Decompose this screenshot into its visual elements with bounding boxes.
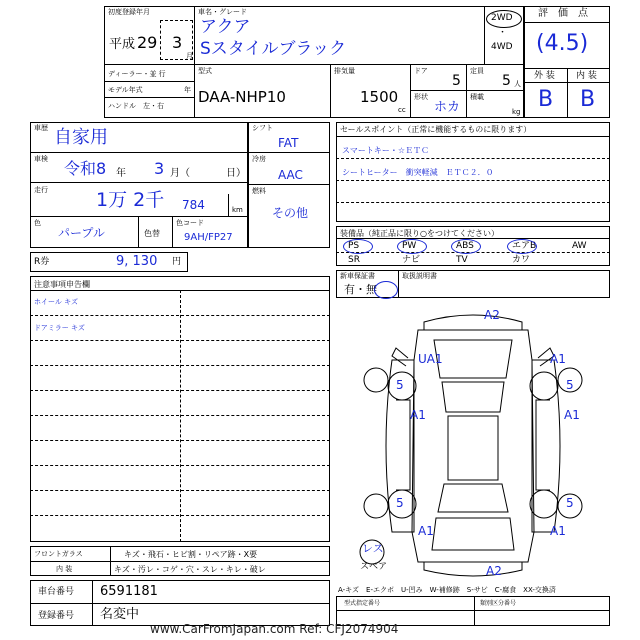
color-change-label: 色替: [144, 229, 160, 238]
damage-mark: 5: [566, 496, 574, 510]
recycle-label: R券: [34, 257, 50, 267]
door-label: ドア: [414, 67, 428, 75]
manual-label: 取扱説明書: [402, 272, 437, 280]
warranty-value: 有・無: [344, 283, 377, 296]
car-name: アクア: [200, 17, 251, 37]
damage-mark: A1: [418, 524, 434, 538]
car-name-label: 車名・グレード: [198, 8, 247, 16]
damage-mark: A1: [550, 352, 566, 366]
equip-item-ps: PS: [348, 241, 360, 251]
inspection-era: 令和8: [64, 159, 107, 178]
watermark: www.CarFromJapan.com Ref: CFJ2074904: [150, 622, 399, 636]
recycle-block: [30, 252, 188, 272]
windshield-note: レス: [362, 542, 384, 555]
displacement-label: 排気量: [334, 67, 355, 75]
exterior-grade: B: [538, 87, 554, 112]
recycle-unit: 円: [172, 257, 182, 267]
damage-mark: A1: [410, 408, 426, 422]
drive-dot: ・: [498, 28, 508, 38]
reg-label: 登録番号: [38, 611, 75, 621]
equip-item-pw: PW: [402, 241, 417, 251]
windshield-legend: キズ・飛石・ヒビ割・リペア跡・X要: [124, 550, 258, 559]
notes-line: [30, 315, 330, 316]
inspection-label: 車検: [34, 155, 48, 163]
load-label: 積載: [470, 93, 484, 101]
ac-value: AAC: [278, 168, 303, 182]
damage-mark: A1: [550, 524, 566, 538]
capacity-unit: 人: [514, 80, 521, 88]
dealer-label: ディーラー・並 行: [108, 70, 166, 78]
displacement-value: 1500: [360, 88, 399, 106]
first-reg-month: 3: [172, 33, 183, 52]
handle-label: ハンドル 左・右: [108, 102, 164, 110]
drive-4wd: 4WD: [491, 42, 513, 52]
first-reg-year: 29: [137, 33, 158, 52]
inspection-year-unit: 年: [116, 168, 126, 179]
mileage-unit: km: [232, 206, 243, 214]
equip-item-0: SR: [348, 255, 360, 265]
official-form-label: 型式指定番号: [344, 600, 381, 607]
warranty-circle: [374, 281, 398, 299]
damage-mark: 5: [396, 496, 404, 510]
reg-value: 名変中: [100, 607, 140, 622]
note-2: ドアミラー キズ: [34, 324, 85, 332]
color-value: パープル: [58, 226, 105, 240]
damage-mark: A2: [484, 308, 500, 322]
selling-point-2: シートヒーター 衝突軽減 ＥＴＣ２．０: [342, 168, 494, 177]
equipment-label: 装備品（純正品に限り○をつけてください）: [340, 229, 499, 238]
notes-line: [30, 490, 330, 491]
exterior-label: 外 装: [534, 71, 555, 81]
ac-label: 冷房: [252, 155, 266, 163]
fuel-label: 燃料: [252, 187, 266, 195]
damage-mark: UA1: [418, 352, 443, 366]
inspection-month-unit: 月（: [170, 168, 190, 179]
spare-label: スペア: [360, 562, 388, 572]
equip-item-エアb: エアB: [512, 241, 537, 251]
warranty-label: 新車保証書: [340, 272, 375, 280]
selling-points-label: セールスポイント（正常に機能するものに限ります）: [340, 125, 532, 134]
eval-score: (4.5): [536, 31, 589, 56]
first-reg-era: 平成: [109, 37, 136, 52]
equip-item-ps-circle: [343, 239, 373, 254]
mileage-sub: 784: [182, 198, 205, 212]
shape-value: ホカ: [434, 100, 461, 115]
inspection-day-unit: 日）: [226, 168, 246, 179]
interior-legend: キズ・汚レ・コゲ・穴・スレ・キレ・破レ: [114, 565, 266, 574]
notes-line: [30, 340, 330, 341]
damage-mark: A2: [486, 564, 502, 578]
shift-label: シフト: [252, 124, 273, 132]
interior-label: 内 装: [576, 71, 597, 81]
equip-item-pw-circle: [397, 239, 427, 254]
equip-item-1: ナビ: [402, 255, 421, 265]
equip-item-3: カワ: [512, 255, 531, 265]
capacity-value: 5: [502, 73, 511, 89]
recycle-value: 9, 130: [116, 254, 158, 269]
displacement-unit: cc: [398, 106, 406, 114]
color-code-label: 色コード: [176, 219, 204, 227]
damage-legend: A-キズ E-エクボ U-凹み W-補修跡 S-サビ C-腐食 XX-交換済: [338, 586, 556, 594]
mileage-value: 1万 2千: [96, 189, 165, 211]
history-value: 自家用: [54, 127, 108, 148]
color-code-value: 9AH/FP27: [184, 232, 233, 243]
damage-mark: 5: [396, 378, 404, 392]
inspection-month: 3: [154, 159, 165, 178]
type-value: DAA-NHP10: [198, 88, 286, 106]
equip-item-abs: ABS: [456, 241, 474, 251]
car-grade: Sスタイルブラック: [200, 39, 347, 59]
first-reg-label: 初度登録年月: [108, 8, 150, 16]
notes-line: [30, 390, 330, 391]
chassis-value: 6591181: [100, 584, 158, 599]
shape-label: 形状: [414, 93, 428, 101]
model-year-unit: 年: [184, 86, 191, 94]
equip-item-エアb-circle: [507, 239, 537, 254]
notes-line: [30, 440, 330, 441]
drive-2wd: 2WD: [491, 13, 513, 23]
shift-value: FAT: [278, 136, 299, 150]
eval-label: 評 価 点: [538, 8, 588, 19]
damage-mark: A1: [564, 408, 580, 422]
notes-line: [30, 365, 330, 366]
fuel-value: その他: [272, 206, 309, 220]
first-reg-month-unit: 月: [186, 52, 193, 60]
notes-line: [30, 465, 330, 466]
equip-item-abs-circle: [451, 239, 481, 254]
chassis-label: 車台番号: [38, 587, 75, 597]
notes-label: 注意事項申告欄: [34, 280, 90, 289]
windshield-label: フロントガラス: [34, 550, 83, 558]
equip-item-aw: AW: [572, 241, 587, 251]
note-1: ホイール キズ: [34, 298, 78, 306]
selling-point-1: スマートキー・☆ＥＴＣ: [342, 146, 430, 155]
color-label: 色: [34, 219, 41, 227]
door-value: 5: [452, 73, 461, 89]
history-label: 車歴: [34, 124, 48, 132]
model-year-label: モデル年式: [108, 86, 143, 94]
bottom-interior-label: 内 装: [56, 565, 73, 573]
notes-line: [30, 515, 330, 516]
type-label: 型式: [198, 67, 212, 75]
mileage-label: 走行: [34, 186, 48, 194]
interior-grade: B: [580, 87, 596, 112]
notes-line: [30, 415, 330, 416]
category-label: 類別区分番号: [480, 600, 517, 607]
capacity-label: 定員: [470, 67, 484, 75]
damage-mark: 5: [566, 378, 574, 392]
equip-item-2: TV: [456, 255, 468, 265]
load-unit: kg: [512, 108, 521, 116]
